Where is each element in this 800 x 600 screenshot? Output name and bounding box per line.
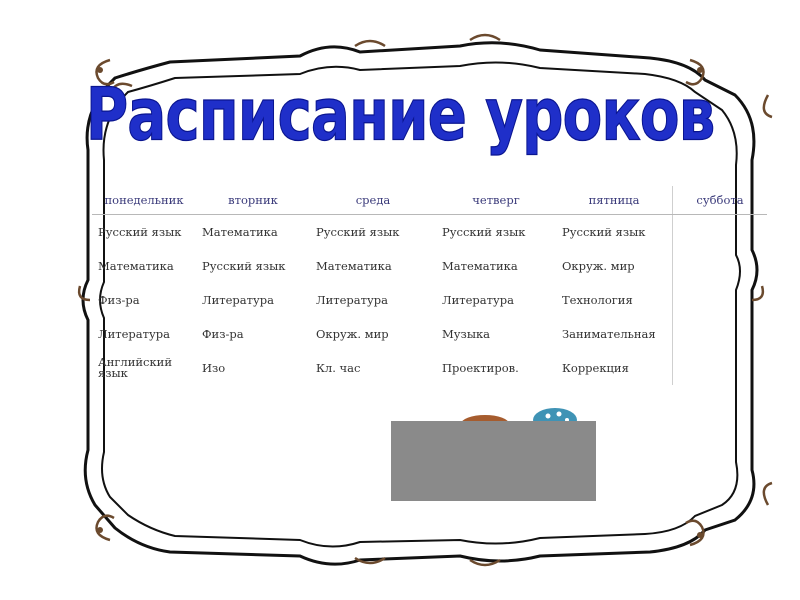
lesson-cell: Физ-ра	[202, 327, 244, 341]
lesson-cell: Русский язык	[98, 225, 182, 239]
lesson-cell	[673, 283, 768, 317]
lesson-cell: Изо	[202, 361, 226, 375]
lesson-cell	[673, 215, 768, 250]
lesson-cell: Коррекция	[562, 361, 629, 375]
table-row	[92, 283, 767, 317]
day-header-thursday: четверг	[436, 186, 556, 215]
lesson-cell: Русский язык	[442, 225, 526, 239]
lesson-cell: Русский язык	[316, 225, 400, 239]
lesson-cell: Русский язык	[562, 225, 646, 239]
day-header-tuesday: вторник	[196, 186, 310, 215]
lesson-cell: Математика	[98, 259, 174, 273]
table-row	[92, 351, 767, 385]
page-title: Расписание уроков	[85, 72, 715, 157]
picture-placeholder	[391, 421, 596, 501]
day-header-wednesday: среда	[310, 186, 436, 215]
day-header-friday: пятница	[556, 186, 673, 215]
table-row	[92, 249, 767, 283]
lesson-cell	[673, 351, 768, 385]
lesson-cell: Русский язык	[202, 259, 286, 273]
lesson-cell: Занимательная	[562, 327, 656, 341]
lesson-cell: Литература	[98, 327, 170, 341]
schedule-table	[92, 186, 767, 385]
lesson-cell: Окруж. мир	[316, 327, 389, 341]
table-row	[92, 215, 767, 250]
lesson-cell: Кл. час	[316, 361, 361, 375]
lesson-cell: Математика	[442, 259, 518, 273]
lesson-cell: Проектиров.	[442, 361, 519, 375]
day-header-monday: понедельник	[92, 186, 196, 215]
lesson-cell: Литература	[202, 293, 274, 307]
lesson-cell	[673, 249, 768, 283]
table-row	[92, 317, 767, 351]
lesson-cell: Математика	[202, 225, 278, 239]
schedule-header-row	[92, 186, 767, 215]
lesson-cell: Литература	[442, 293, 514, 307]
day-header-saturday: суббота	[673, 186, 768, 215]
lesson-cell	[673, 317, 768, 351]
lesson-cell: Математика	[316, 259, 392, 273]
lesson-cell: Технология	[562, 293, 633, 307]
lesson-cell: Музыка	[442, 327, 491, 341]
lesson-cell: Английский язык	[98, 355, 172, 380]
lesson-cell: Физ-ра	[98, 293, 140, 307]
lesson-cell: Окруж. мир	[562, 259, 635, 273]
lesson-cell: Литература	[316, 293, 388, 307]
